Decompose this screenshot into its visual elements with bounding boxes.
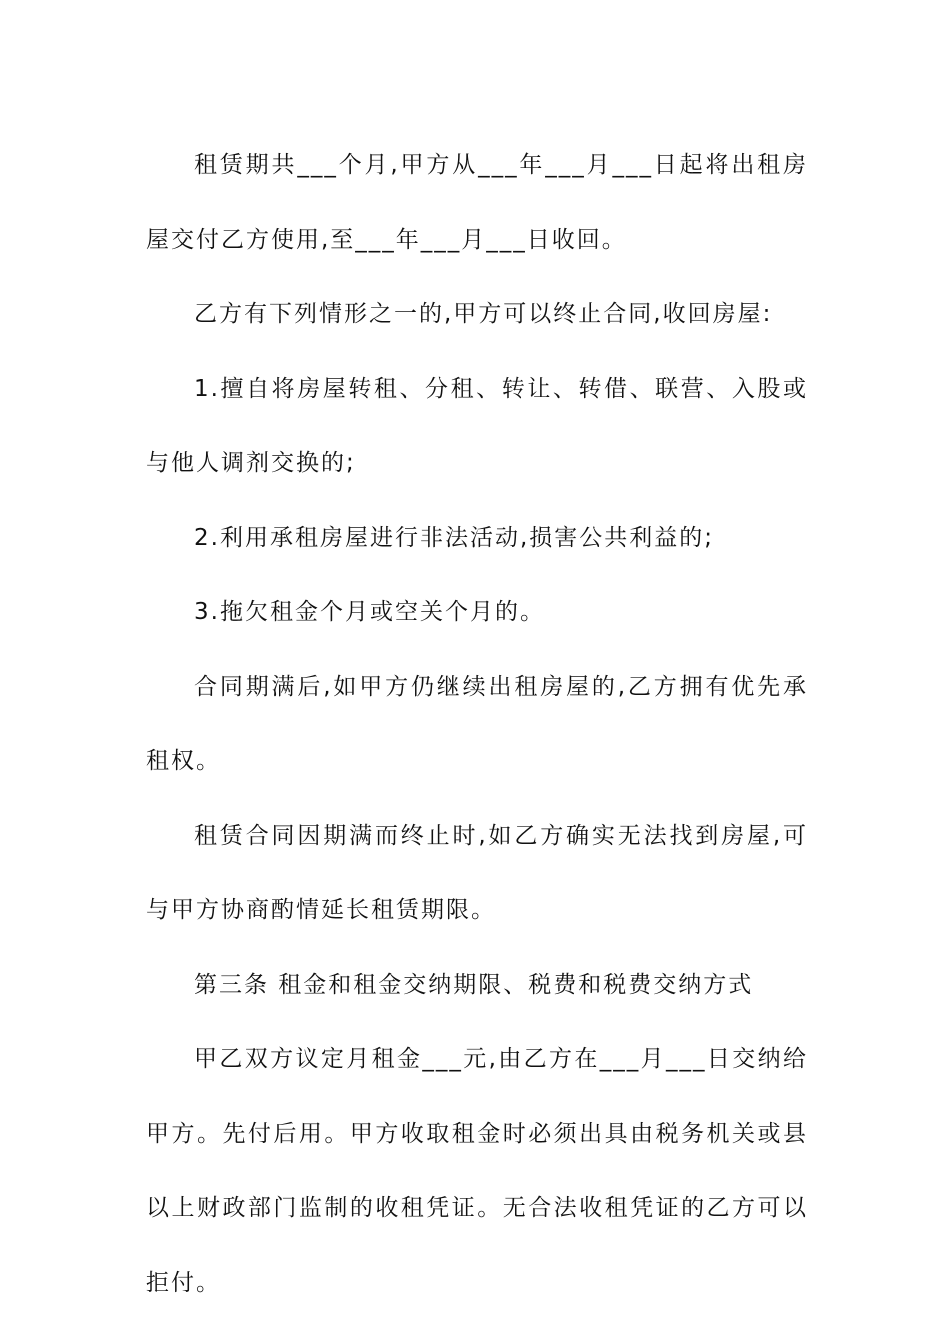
paragraph-condition-1: 1.擅自将房屋转租、分租、转让、转借、联营、入股或与他人调剂交换的; <box>146 375 808 476</box>
paragraph-rent-payment: 甲乙双方议定月租金___元,由乙方在___月___日交纳给甲方。先付后用。甲方收取租金时必须出具由税务机关或县以上财政部门监制的收租凭证。无合法收租凭证的乙方可以拒付。 <box>146 1046 808 1296</box>
paragraph-extension: 租赁合同因期满而终止时,如乙方确实无法找到房屋,可与甲方协商酌情延长租赁期限。 <box>146 822 808 923</box>
paragraph-lease-term: 租赁期共___个月,甲方从___年___月___日起将出租房屋交付乙方使用,至___年___月___日收回。 <box>146 152 808 253</box>
paragraph-renewal-priority: 合同期满后,如甲方仍继续出租房屋的,乙方拥有优先承租权。 <box>146 673 808 774</box>
paragraph-condition-2: 2.利用承租房屋进行非法活动,损害公共利益的; <box>194 524 715 551</box>
article-3-heading: 第三条 租金和租金交纳期限、税费和税费交纳方式 <box>194 971 754 998</box>
paragraph-termination-conditions: 乙方有下列情形之一的,甲方可以终止合同,收回房屋: <box>194 301 773 327</box>
document-body <box>146 128 808 1320</box>
paragraph-condition-3: 3.拖欠租金个月或空关个月的。 <box>194 599 545 625</box>
